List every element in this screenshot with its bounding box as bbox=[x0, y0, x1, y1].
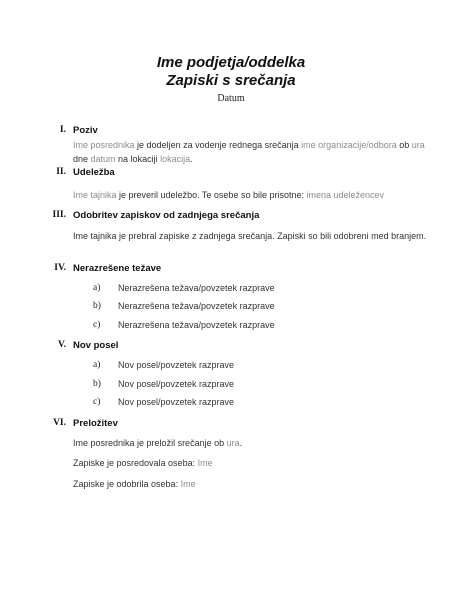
paragraph-text: Zapiske je posredovala oseba: bbox=[73, 458, 198, 468]
adjournment-line bbox=[73, 436, 428, 450]
section-title-adjournment: Preložitev bbox=[73, 418, 118, 429]
section-number: VI. bbox=[53, 418, 66, 428]
minutes-approved-by-line bbox=[73, 477, 428, 491]
section-number: II. bbox=[56, 167, 66, 177]
paragraph-text: . bbox=[190, 154, 193, 164]
list-item-unresolved-issue: Nerazrešena težava/povzetek razprave bbox=[118, 320, 275, 330]
placeholder-location: lokacija bbox=[160, 154, 191, 164]
paragraph-text: je preveril udeležbo. Te osebe so bile prisotne: bbox=[116, 190, 307, 200]
placeholder-name: Ime bbox=[197, 458, 213, 468]
section-number: III. bbox=[52, 210, 66, 220]
section-number: I. bbox=[59, 125, 66, 135]
paragraph-text: na lokaciji bbox=[115, 154, 161, 164]
paragraph-text: dne bbox=[73, 154, 91, 164]
paragraph-text: je dodeljen za vodenje rednega srečanja bbox=[134, 140, 302, 150]
list-item-letter: a) bbox=[93, 283, 101, 293]
section-title-approval-of-minutes: Odobritev zapiskov od zadnjega srečanja bbox=[73, 210, 260, 221]
list-item-new-business: Nov posel/povzetek razprave bbox=[118, 379, 235, 389]
paragraph-text: Ime posrednika bbox=[73, 438, 135, 448]
section-paragraph-approval-of-minutes: Ime tajnika je prebral zapiske z zadnjega srečanja. Zapiski so bili odobreni med branjem. bbox=[73, 231, 427, 241]
page-title-company: Ime podjetja/oddelka bbox=[156, 54, 306, 71]
list-item-new-business: Nov posel/povzetek razprave bbox=[118, 397, 235, 407]
section-title-new-business: Nov posel bbox=[73, 340, 119, 351]
list-item-letter: b) bbox=[93, 379, 101, 389]
paragraph-text: Zapiske je odobrila oseba: bbox=[73, 479, 181, 489]
section-title-unresolved-issues: Nerazrešene težave bbox=[73, 263, 162, 274]
placeholder-date: datum bbox=[90, 154, 116, 164]
paragraph-text: . bbox=[239, 438, 243, 448]
section-number: V. bbox=[57, 340, 66, 350]
section-paragraph-attendance bbox=[73, 188, 428, 202]
placeholder-facilitator-name: Ime posrednika bbox=[73, 140, 135, 150]
list-item-letter: c) bbox=[93, 397, 101, 407]
placeholder-secretary-name: Ime tajnika bbox=[73, 190, 117, 200]
meeting-date: Datum bbox=[217, 93, 245, 104]
section-title-call-to-order: Poziv bbox=[73, 125, 98, 136]
placeholder-time: ura bbox=[226, 438, 240, 448]
section-number: IV. bbox=[54, 263, 66, 273]
page-title-minutes: Zapiski s srečanja bbox=[166, 72, 296, 89]
list-item-new-business: Nov posel/povzetek razprave bbox=[118, 360, 235, 370]
minutes-submitted-by-line bbox=[73, 456, 428, 470]
section-paragraph-call-to-order bbox=[73, 138, 428, 166]
placeholder-name: Ime bbox=[180, 479, 196, 489]
list-item-letter: a) bbox=[93, 360, 101, 370]
paragraph-text: ob bbox=[396, 140, 412, 150]
paragraph-text: je preložil srečanje ob bbox=[134, 438, 227, 448]
list-item-letter: b) bbox=[93, 301, 101, 311]
list-item-unresolved-issue: Nerazrešena težava/povzetek razprave bbox=[118, 301, 275, 311]
placeholder-time: ura bbox=[411, 140, 425, 150]
placeholder-organization-name: ime organizacije/odbora bbox=[301, 140, 397, 150]
section-title-attendance: Udeležba bbox=[73, 167, 115, 178]
list-item-letter: c) bbox=[93, 320, 101, 330]
placeholder-attendee-names: imena udeležencev bbox=[306, 190, 385, 200]
list-item-unresolved-issue: Nerazrešena težava/povzetek razprave bbox=[118, 283, 275, 293]
